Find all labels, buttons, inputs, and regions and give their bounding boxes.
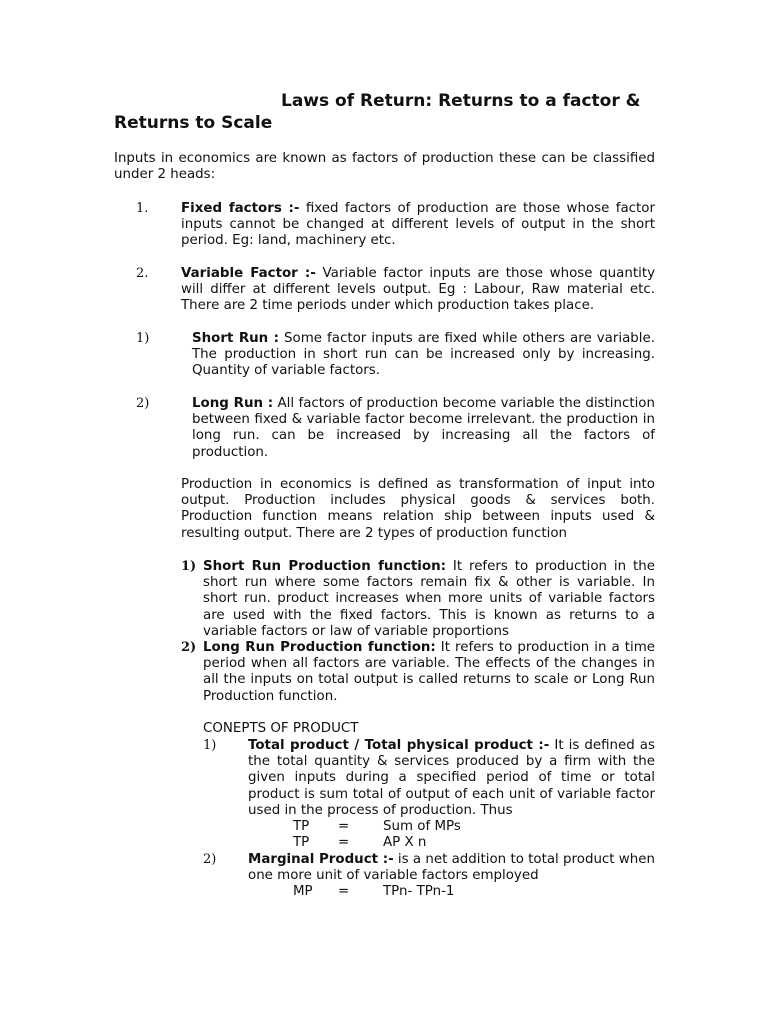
concepts-heading: CONEPTS OF PRODUCT [203,721,359,736]
production-paragraph: Production in economics is defined as transformation of input into output. Production includes physical goods & services both. Production function means relation ship between inputs used & resulting output. There are 2 types of production function [181,477,655,541]
concept-term: Total product / Total physical product :- [248,738,550,753]
formula-eq: = [338,819,350,834]
concept-text: It is defined as the total quantity & services produced by a firm with the given inputs during a specified period of time or total product is sum total of output of each unit of variable factor used in the process of production. Thus [248,738,655,818]
concept-number: 1) [203,738,217,753]
concept-text: is a net addition to total product when one more unit of variable factors employed [248,852,655,884]
period-term: Long Run : [192,396,274,411]
period-text: All factors of production become variable the distinction between fixed & variable factor become irrelevant. the production in long run. can be increased by increasing all the factors of production. [192,396,655,460]
function-text: It refers to production in a time period when all factors are variable. The effects of the changes in all the inputs on total output is called returns to scale or Long Run Production function. [203,640,655,704]
period-number: 1) [136,331,150,346]
factor-text: fixed factors of production are those whose factor inputs cannot be changed at different levels of output in the short period. Eg: land, machinery etc. [181,201,655,249]
concept-item-total-product [248,738,655,819]
factor-term: Variable Factor :- [181,266,316,281]
formula-eq: = [338,835,350,850]
function-term: Short Run Production function: [203,559,446,574]
concept-number: 2) [203,852,217,867]
title-line-1: Laws of Return: Returns to a factor & [281,91,641,111]
formula-rhs: TPn- TPn-1 [383,884,455,899]
factor-item-fixed [181,201,655,250]
function-term: Long Run Production function: [203,640,436,655]
period-number: 2) [136,396,150,411]
formula-rhs: Sum of MPs [383,819,461,834]
document-title [114,90,662,134]
formula-eq: = [338,884,350,899]
formula-lhs: TP [293,835,310,850]
factor-number: 2. [136,266,149,281]
function-number: 1) [181,559,197,574]
formula-lhs: MP [293,884,313,899]
factor-number: 1. [136,201,149,216]
function-text: It refers to production in the short run where some factors remain fix & other is variable. In short run. product increases when more units of variable factors are used with the fixed factors. This is known as returns to a variable factors or law of variable proportions [203,559,655,639]
factor-term: Fixed factors :- [181,201,300,216]
formula-rhs: AP X n [383,835,427,850]
factor-item-variable [181,266,655,315]
function-number: 2) [181,640,197,655]
period-item-short-run [192,331,655,380]
factor-text: Variable factor inputs are those whose quantity will differ at different levels output. Eg : Labour, Raw material etc. There are 2 time periods under which production takes place. [181,266,655,314]
function-item-short-run [203,559,655,640]
function-item-long-run [203,640,655,705]
title-line-2: Returns to Scale [114,113,273,133]
intro-paragraph: Inputs in economics are known as factors of production these can be classified under 2 heads: [114,151,655,183]
formula-lhs: TP [293,819,310,834]
period-text: Some factor inputs are fixed while others are variable. The production in short run can be increased only by increasing. Quantity of variable factors. [192,331,655,379]
period-item-long-run [192,396,655,461]
concept-term: Marginal Product :- [248,852,394,867]
period-term: Short Run : [192,331,279,346]
concept-item-marginal-product [248,852,655,884]
